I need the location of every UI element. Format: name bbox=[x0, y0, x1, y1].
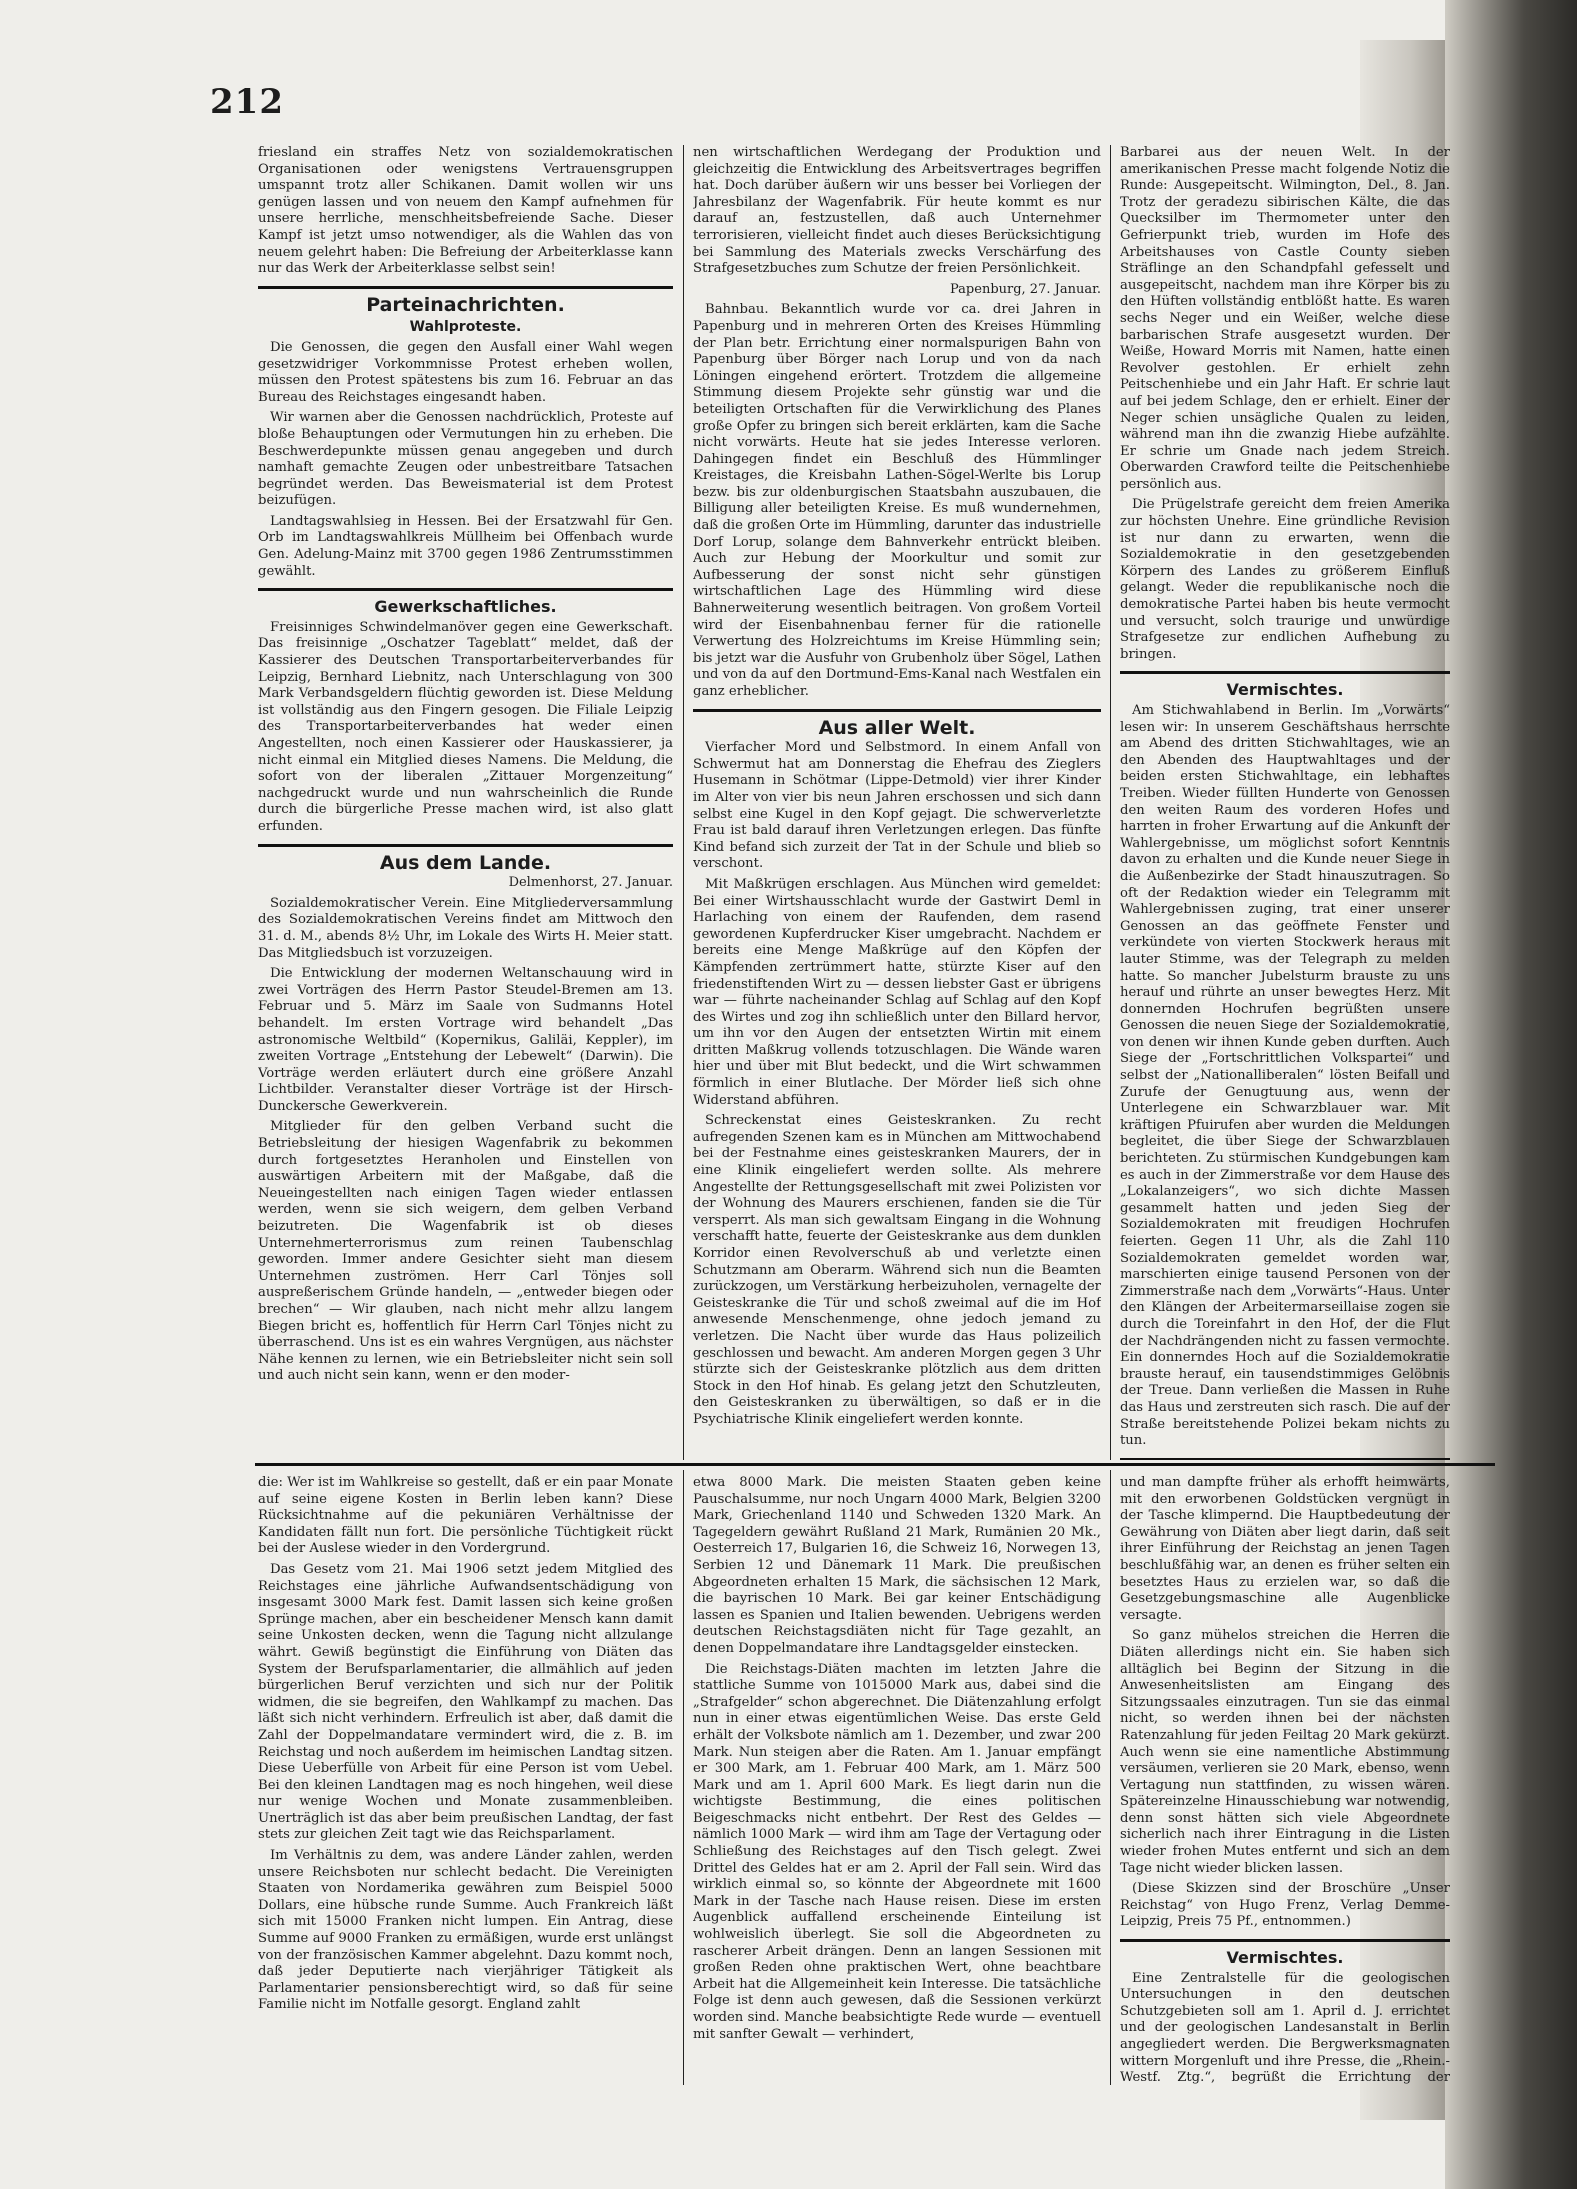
rule bbox=[1120, 671, 1450, 674]
paragraph: Das Gesetz vom 21. Mai 1906 setzt jedem Mitglied des Reichstages eine jährliche Aufwandsentschädigung von insgesamt 3000 Mark fest. Damit lassen sich keine großen Sprünge machen, aber ein bescheidener Mensch kann damit seine Unkosten decken, wenn die Tagung nicht allzulange währt. Gewiß begünstigt die Einführung von Diäten das System der Berufsparlamentarier, die allmählich auf jeden bürgerlichen Beruf verzichten und sich nur der Politik widmen, die sie begreifen, den Wahlkampf zu machen. Das läßt sich nicht verhindern. Erfreulich ist aber, daß damit die Zahl der Doppelmandatare vermindert wird, die z. B. im Reichstag und noch außerdem im heimischen Landtag sitzen. Diese Ueberfülle von Arbeit für eine Person ist vom Uebel. Bei den kleinen Landtagen mag es noch hingehen, weil diese nur wenige Wochen und Monate zusammenbleiben. Unerträglich ist das aber beim preußischen Landtag, der fast stets zur gleichen Zeit tagt wie das Reichsparlament. bbox=[258, 1561, 673, 1843]
rule bbox=[258, 588, 673, 591]
paragraph: Vierfacher Mord und Selbstmord. In einem Anfall von Schwermut hat am Donnerstag die Ehefrau des Zieglers Husemann in Schötmar (Lippe-Detmold) vier ihrer Kinder im Alter von vier bis neun Jahren erschossen und sich dann selbst eine Kugel in den Kopf gejagt. Die schwerverletzte Frau ist bald darauf ihren Verletzungen erlegen. Das fünfte Kind befand sich zurzeit der Tat in der Schule und blieb so verschont. bbox=[693, 740, 1101, 872]
paragraph: und man dampfte früher als erhofft heimwärts, mit den erworbenen Goldstücken vergnügt in der Tasche klimpernd. Die Hauptbedeutung der Gewährung von Diäten aber liegt darin, daß seit ihrer Einführung der Reichstag an jenen Tagen beschlußfähig war, an denen es früher selten ein besetztes Haus zu erzielen war, so daß die Gesetzgebungsmaschine alle Augenblicke versagte. bbox=[1120, 1475, 1450, 1623]
paragraph: Freisinniges Schwindelmanöver gegen eine Gewerkschaft. Das freisinnige „Oschatzer Tageblatt“ meldet, daß der Kassierer des Deutschen Transportarbeiterverbandes für Leipzig, Bernhard Liebnitz, nach Unterschlagung von 300 Mark Verbandsgeldern flüchtig geworden ist. Diese Meldung ist vollständig aus den Fingern gesogen. Die Filiale Leipzig des Transportarbeiterverbandes hat weder einen Angestellten, noch einen Kassierer oder Hauskassierer, ja nicht einmal ein Mitglied dieses Namens. Die Meldung, die sofort von der liberalen „Zittauer Morgenzeitung“ nachgedruckt wurde und nun wahrscheinlich die Runde durch die bürgerliche Presse machen wird, ist also glatt erfunden. bbox=[258, 619, 673, 834]
column-divider bbox=[683, 1470, 684, 2085]
paragraph: Die Reichstags-Diäten machten im letzten Jahre die stattliche Summe von 1015000 Mark aus, dabei sind die „Strafgelder“ schon abgerechnet. Die Diätenzahlung erfolgt nun in einer etwas eigentümlichen Weise. Das erste Geld erhält der Volksbote nämlich am 1. Dezember, und zwar 200 Mark. Nun steigen aber die Raten. Am 1. Januar empfängt er 300 Mark, am 1. Februar 400 Mark, am 1. März 500 Mark und am 1. April 600 Mark. Es liegt darin nun die wichtigste Bestimmung, die eines politischen Beigeschmacks nicht entbehrt. Der Rest des Geldes — nämlich 1000 Mark — wird ihm am Tage der Vertagung oder Schließung des Reichstages auf den Tisch gelegt. Zwei Drittel des Geldes hat er am 2. April der Fall sein. Wird das wirklich einmal so, so könnte der Abgeordnete mit 1600 Mark in der Tasche nach Hause reisen. Diese im ersten Augenblick auffallend erscheinende Einteilung ist wohlweislich überlegt. Sie soll die Abgeordneten zu rascherer Arbeit drängen. Denn an langen Sessionen mit großen Reden ohne praktischen Wert, ohne beachtbare Arbeit hat die Allgemeinheit kein Interesse. Die tatsächliche Folge ist denn auch gewesen, daß die Sessionen verkürzt worden sind. Manche beabsichtigte Rede wurde — eventuell mit sanfter Gewalt — verhindert, bbox=[693, 1661, 1101, 2042]
paragraph: Schreckenstat eines Geisteskranken. Zu recht aufregenden Szenen kam es in München am Mittwochabend bei der Festnahme eines geisteskranken Maurers, der in eine Klinik eingeliefert werden sollte. Als mehrere Angestellte der Rettungsgesellschaft mit zwei Polizisten vor der Wohnung des Maurers erschienen, fanden sie die Tür versperrt. Als man sich gewaltsam Eingang in die Wohnung verschafft hatte, feuerte der Geisteskranke aus dem dunklen Korridor einen Revolverschuß ab und verletzte einen Schutzmann am Oberarm. Während sich nun die Beamten zurückzogen, um Verstärkung herbeizuholen, vernagelte der Geisteskranke die Tür und schoß zweimal auf die im Hof anwesende Menschenmenge, ohne jedoch jemand zu verletzen. Die Nacht über wurde das Haus polizeilich geschlossen und bewacht. Am anderen Morgen gegen 3 Uhr stürzte sich der Geisteskranke plötzlich aus dem dritten Stock in den Hof hinab. Es gelang jetzt den Schutzleuten, den Geisteskranken zu überwältigen, so daß er in die Psychiatrische Klinik eingeliefert werden konnte. bbox=[693, 1113, 1101, 1427]
paragraph: Landtagswahlsieg in Hessen. Bei der Ersatzwahl für Gen. Orb im Landtagswahlkreis Müllheim bei Offenbach wurde Gen. Adelung-Mainz mit 3700 gegen 1986 Zentrumsstimmen gewählt. bbox=[258, 513, 673, 579]
rule bbox=[258, 844, 673, 847]
paragraph: Die Genossen, die gegen den Ausfall einer Wahl wegen gesetzwidriger Vorkommnisse Protest erheben wollen, müssen den Protest spätestens bis zum 16. Februar an das Bureau des Reichstages eingesandt haben. bbox=[258, 339, 673, 405]
column-1 bbox=[258, 145, 673, 1460]
book-binding bbox=[1445, 0, 1577, 2189]
section-divider bbox=[255, 1463, 1495, 1466]
bottom-column-3 bbox=[1120, 1475, 1450, 2085]
paragraph: Mitglieder für den gelben Verband sucht die Betriebsleitung der hiesigen Wagenfabrik zu bekommen durch fortgesetztes Heranholen und Einstellen von auswärtigen Arbeitern mit der Maßgabe, daß die Neueingestellten nach einigen Tagen wieder entlassen werden, wenn sie sich weigern, dem gelben Verband beizutreten. Die Wagenfabrik ist ob dieses Unternehmerterrorismus zum reinen Taubenschlag geworden. Immer andere Gesichter sieht man diesem Unternehmen zuströmen. Herr Carl Tönjes soll auspreßerischem Gründe handeln, — „entweder biegen oder brechen“ — Wir glauben, nach nicht mehr allzu langem Biegen bricht es, hoffentlich für Herrn Carl Tönjes nicht zu überraschend. Uns ist es ein wahres Vergnügen, aus nächster Nähe kennen zu lernen, wie ein Betriebsleiter nicht sein soll und auch nicht sein kann, wenn er den moder- bbox=[258, 1119, 673, 1384]
column-divider bbox=[1110, 145, 1111, 1460]
dateline: Papenburg, 27. Januar. bbox=[950, 281, 1101, 297]
paragraph: Mit Maßkrügen erschlagen. Aus München wird gemeldet: Bei einer Wirtshausschlacht wurde der Gastwirt Deml in Harlaching von einem der Raufenden, dem rasend gewordenen Kupferdrucker Kiser umgebracht. Nachdem er bereits eine Menge Maßkrüge auf den Köpfen der Kämpfenden zertrümmert hatte, stürzte Kiser auf den friedenstiftenden Wirt zu — dessen liebster Gast er übrigens war — führte nacheinander Schlag auf Schlag auf den Kopf des Wirtes und zog ihn schließlich unter den Billard hervor, um ihn vor den Augen der entsetzten Wirtin mit einem dritten Maßkrug vollends totzuschlagen. Die Wände waren hier und über mit Blut bedeckt, und die Wirt schwammen förmlich in einer Blutlache. Der Mörder ließ sich ohne Widerstand abführen. bbox=[693, 876, 1101, 1108]
paragraph: Die Prügelstrafe gereicht dem freien Amerika zur höchsten Unehre. Eine gründliche Revision ist nur dann zu erwarten, wenn die Sozialdemokratie in den gesetzgebenden Körpern des Landes zu größerem Einfluß gelangt. Weder die republikanische noch die demokratische Partei haben bis heute vermocht und versucht, solch traurige und unwürdige Strafgesetze zur endlichen Aufhebung zu bringen. bbox=[1120, 497, 1450, 662]
paragraph: Barbarei aus der neuen Welt. In der amerikanischen Presse macht folgende Notiz die Runde: Ausgepeitscht. Wilmington, Del., 8. Jan. Trotz der geradezu sibirischen Kälte, die das Quecksilber im Thermometer unter den Gefrierpunkt trieb, wurden im Hofe des Arbeitshauses von Castle County sieben Sträflinge an den Schandpfahl gefesselt und ausgepeitscht, nachdem man ihre Körper bis zu den Hüften vollständig entblößt hatte. Es waren sechs Neger und ein Weißer, welche diese barbarischen Strafe ausgesetzt wurden. Der Weiße, Howard Morris mit Namen, hatte einen Revolver gestohlen. Er erhielt zehn Peitschenhiebe und ein Jahr Haft. Er schrie laut auf bei jedem Schlage, den er erhielt. Einer der Neger schien unsägliche Qualen zu leiden, während man ihn die zwanzig Hiebe aufzählte. Er schrie um Gnade nach jedem Streich. Oberwarden Crawford teilte die Peitschenhiebe persönlich aus. bbox=[1120, 145, 1450, 492]
column-divider bbox=[1110, 1470, 1111, 2085]
paragraph: (Diese Skizzen sind der Broschüre „Unser Reichstag“ von Hugo Frenz, Verlag Demme-Leipzig, Preis 75 Pf., entnommen.) bbox=[1120, 1881, 1450, 1930]
section-heading: Vermischtes. bbox=[1226, 680, 1344, 700]
paragraph: Eine Zentralstelle für die geologischen Untersuchungen in den deutschen Schutzgebieten soll am 1. April d. J. errichtet und der geologischen Landesanstalt in Berlin angegliedert werden. Die Bergwerksmagnaten wittern Morgenluft und ihre Presse, die „Rhein.-Westf. Ztg.“, begrüßt die Errichtung der bbox=[1120, 1970, 1450, 2085]
page-number: 212 bbox=[210, 82, 284, 122]
paragraph: die: Wer ist im Wahlkreise so gestellt, daß er ein paar Monate auf seine eigene Kosten in Berlin leben kann? Diese Rücksichtnahme auf die pekuniären Verhältnisse der Kandidaten fällt nun fort. Die persönliche Tüchtigkeit rückt bei der Auslese wieder in den Vordergrund. bbox=[258, 1475, 673, 1557]
article-continuation: friesland ein straffes Netz von sozialdemokratischen Organisationen oder wenigstens Vertrauensgruppen umspannt trotz aller Schikanen. Damit wollen wir uns genügen lassen und von neuem den Kampf aufnehmen für unsere herrliche, menschheitsbefreiende Sache. Dieser Kampf ist jetzt umso notwendiger, als die Wahlen das von neuem gelehrt haben: Die Befreiung der Arbeiterklasse kann nur das Werk der Arbeiterklasse selbst sein! bbox=[258, 145, 673, 277]
paragraph: Am Stichwahlabend in Berlin. Im „Vorwärts“ lesen wir: In unserem Geschäftshaus herrschte am Abend des dritten Stichwahltages, wie an den Abenden des Hauptwahltages und der beiden ersten Stichwahltage, ein lebhaftes Treiben. Wieder füllten Hunderte von Genossen den weiten Raum des vorderen Hofes und harrten in froher Erwartung auf die Ankunft der Wahlergebnisse, um möglichst sofort Kenntnis davon zu erhalten und die Kunde neuer Siege in die Außenbezirke der Stadt hinauszutragen. So oft der Redaktion wieder ein Telegramm mit Wahlergebnissen zuging, trat einer unserer Genossen an das geöffnete Fenster und verkündete von vierten Stockwerk heraus mit lauter Stimme, was der Telegraph zu melden hatte. So mancher Jubelsturm brauste zu uns herauf und rührte an unser bewegtes Herz. Mit donnernden Hochrufen begrüßten unsere Genossen die neuen Siege der Sozialdemokratie, von denen wir ihnen Kunde geben durften. Auch Siege der „Fortschrittlichen Volkspartei“ und selbst der „Nationalliberalen“ lösten Beifall und Zurufe der Genugtuung aus, wenn der Unterlegene ein Schwarzblauer war. Mit kräftigen Pfuirufen aber wurden die Meldungen begleitet, die über Siege der Schwarzblauen berichteten. Zu stürmischen Kundgebungen kam es auch in der Zimmerstraße vor dem Hause des „Lokalanzeigers“, wo sich dichte Massen gesammelt hatten und jeden Sieg der Sozialdemokraten mit freudigen Hochrufen feierten. Gegen 11 Uhr, als die Zahl 110 Sozialdemokraten gemeldet worden war, marschierten einige tausend Personen von der Zimmerstraße nach dem „Vorwärts“-Haus. Unter den Klängen der Arbeitermarseillaise zogen sie durch die Toreinfahrt in den Hof, der die Flut der Nachdrängenden nicht zu fassen vermochte. Ein donnerndes Hoch auf die Sozialdemokratie brauste herauf, ein tausendstimmiges Gelöbnis der Treue. Dann verließen die Massen in Ruhe das Haus und zerstreuten sich rasch. Die auf der Straße bereitstehende Polizei bekam nichts zu tun. bbox=[1120, 703, 1450, 1449]
paragraph: Im Verhältnis zu dem, was andere Länder zahlen, werden unsere Reichsboten nur schlecht bedacht. Die Vereinigten Staaten von Nordamerika gewähren zum Beispiel 5000 Dollars, eine hübsche runde Summe. Auch Frankreich läßt sich mit 15000 Franken nicht lumpen. Ein Antrag, diese Summe auf 9000 Franken zu ermäßigen, wurde erst unlängst von der französischen Kammer abgelehnt. Dazu kommt noch, daß jeder Deputierte nach vierjähriger Tätigkeit als Parlamentarier pensionsberechtigt wird, so daß für seine Familie nicht im Notfalle gesorgt. England zahlt bbox=[258, 1848, 673, 2013]
section-heading: Parteinachrichten. bbox=[366, 293, 565, 316]
paragraph: Sozialdemokratischer Verein. Eine Mitgliederversammlung des Sozialdemokratischen Vereins findet am Mittwoch den 31. d. M., abends 8½ Uhr, im Lokale des Wirts H. Meier statt. Das Mitgliedsbuch ist vorzuzeigen. bbox=[258, 895, 673, 961]
section-heading: Aus dem Lande. bbox=[379, 851, 552, 874]
rule bbox=[1120, 1939, 1450, 1942]
rule bbox=[693, 709, 1101, 712]
bottom-column-1 bbox=[258, 1475, 673, 2085]
paragraph: Die Entwicklung der modernen Weltanschauung wird in zwei Vorträgen des Herrn Pastor Steudel-Bremen am 13. Februar und 5. März im Saale von Sudmanns Hotel behandelt. Im ersten Vortrage wird behandelt „Das astronomische Weltbild“ (Kopernikus, Galiläi, Keppler), im zweiten Vortrage „Entstehung der Lebewelt“ (Darwin). Die Vorträge werden erläutert durch eine größere Anzahl Lichtbilder. Veranstalter dieser Vorträge ist der Hirsch-Dunckersche Gewerkverein. bbox=[258, 966, 673, 1114]
article-heading: Wahlproteste. bbox=[409, 319, 522, 336]
paragraph: Bahnbau. Bekanntlich wurde vor ca. drei Jahren in Papenburg und in mehreren Orten des Kreises Hümmling der Plan betr. Errichtung einer normalspurigen Bahn von Papenburg über Börger nach Lorup und von da nach Löningen eingehend erörtert. Trotzdem die allgemeine Stimmung diesem Projekte sehr günstig war und die beteiligten Ortschaften für die Verwirklichung des Planes große Opfer zu bringen sich bereit erklärten, kam die Sache nicht vorwärts. Heute hat sie jedes Interesse verloren. Dahingegen findet ein Beschluß des Hümmlinger Kreistages, die Kreisbahn Lathen-Sögel-Werlte bis Lorup bezw. bis zur oldenburgischen Staatsbahn auszubauen, die Billigung aller beteiligten Kreise. Es muß wundernehmen, daß die großen Orte im Hümmling, darunter das industrielle Dorf Lorup, solange dem Bahnverkehr entrückt bleiben. Auch zur Hebung der Moorkultur und somit zur Aufbesserung der sonst nicht sehr günstigen wirtschaftlichen Lage des Hümmling wird diese Bahnerweiterung wesentlich beitragen. Von großem Vorteil wird der Eisenbahnenbau ferner für die rationelle Verwertung des Holzreichtums im Kreise Hümmling sein; bis jetzt war die Ausfuhr von Grubenholz über Sögel, Lathen und von da auf den Dortmund-Ems-Kanal nach Westfalen ein ganz erheblicher. bbox=[693, 302, 1101, 699]
column-divider bbox=[683, 145, 684, 1460]
section-heading: Gewerkschaftliches. bbox=[374, 597, 557, 617]
bottom-column-2 bbox=[693, 1475, 1101, 2085]
section-heading: Vermischtes. bbox=[1226, 1948, 1344, 1968]
rule bbox=[258, 286, 673, 289]
column-2 bbox=[693, 145, 1101, 1460]
rule bbox=[1120, 1458, 1450, 1460]
column-3 bbox=[1120, 145, 1450, 1460]
paragraph: Wir warnen aber die Genossen nachdrücklich, Proteste auf bloße Behauptungen oder Vermutungen hin zu erheben. Die Beschwerdepunkte müssen genau angegeben und durch namhaft gemachte Zeugen oder unbestreitbare Tatsachen begründet werden. Das Beweismaterial ist dem Protest beizufügen. bbox=[258, 410, 673, 509]
article-continuation: nen wirtschaftlichen Werdegang der Produktion und gleichzeitig die Entwicklung des Arbeitsvertrages begriffen hat. Doch darüber äußern wir uns besser bei Vorliegen der Jahresbilanz der Wagenfabrik. Für heute kommt es nur darauf an, festzustellen, daß auch Unternehmer terrorisieren, vielleicht findet auch dieses Berücksichtigung bei Sammlung des Materials zwecks Verschärfung des Strafgesetzbuches zum Schutze der freien Persönlichkeit. bbox=[693, 145, 1101, 277]
section-heading: Aus aller Welt. bbox=[818, 716, 976, 739]
paragraph: etwa 8000 Mark. Die meisten Staaten geben keine Pauschalsumme, nur noch Ungarn 4000 Mark, Belgien 3200 Mark, Griechenland 1140 und Schweden 1320 Mark. An Tagegeldern gewährt Rußland 21 Mark, Rumänien 20 Mk., Oesterreich 17, Bulgarien 16, die Schweiz 16, Norwegen 13, Serbien 12 und Dänemark 11 Mark. Die preußischen Abgeordneten erhalten 15 Mark, die sächsischen 12 Mark, die bayrischen 10 Mark. Bei gar keiner Entschädigung lassen es Spanien und Italien bewenden. Uebrigens werden deutschen Reichstagsdiäten nicht für Tage gezahlt, an denen Doppelmandatare ihre Landtagsgelder einstecken. bbox=[693, 1475, 1101, 1656]
paragraph: So ganz mühelos streichen die Herren die Diäten allerdings nicht ein. Sie haben sich alltäglich bei Beginn der Sitzung in die Anwesenheitslisten am Eingang des Sitzungssaales einzutragen. Tun sie das einmal nicht, so werden ihnen bei der nächsten Ratenzahlung für jeden Feiltag 20 Mark gekürzt. Auch wenn sie eine namentliche Abstimmung versäumen, verlieren sie 20 Mark, ebenso, wenn Vertagung nun stattfinden, zu wissen wären. Spätereinzelne Hinausschiebung war notwendig, denn sonst hätten sich viele Abgeordnete sicherlich nach ihrer Eintragung in die Listen wieder frohen Mutes entfernt und sich an dem Tage nicht wieder blicken lassen. bbox=[1120, 1628, 1450, 1876]
dateline: Delmenhorst, 27. Januar. bbox=[508, 875, 673, 891]
